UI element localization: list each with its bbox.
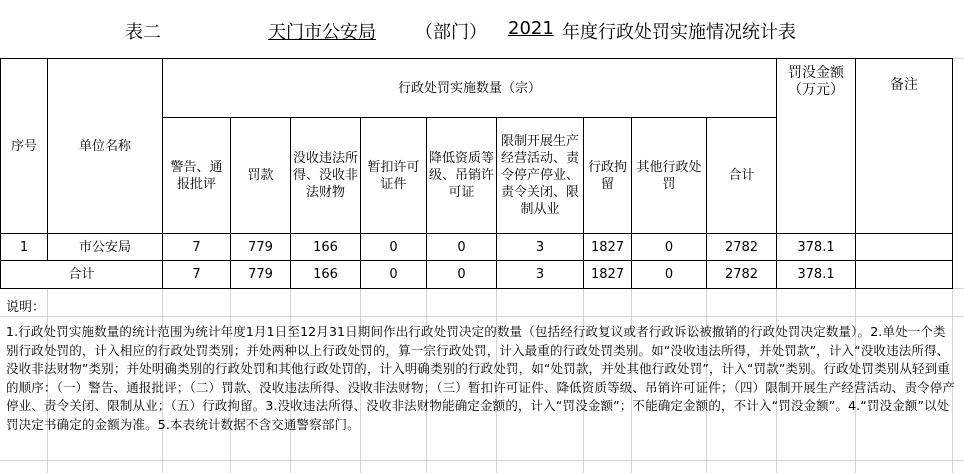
total-value[interactable]: 3 (497, 261, 584, 289)
total-value[interactable]: 779 (231, 261, 291, 289)
total-row (1, 261, 953, 289)
notes-title: 说明： (6, 300, 46, 315)
header-penalty-count[interactable]: 行政处罚实施数量（宗） (163, 59, 777, 118)
row-value[interactable]: 2782 (707, 234, 777, 261)
gridline (0, 316, 964, 317)
row-value[interactable]: 1827 (584, 234, 632, 261)
row-value[interactable]: 779 (231, 234, 291, 261)
total-remark[interactable] (856, 261, 953, 289)
row-value[interactable]: 166 (291, 234, 361, 261)
header-unit-name[interactable]: 单位名称 (48, 59, 163, 234)
total-value[interactable]: 7 (163, 261, 231, 289)
total-amount[interactable]: 378.1 (777, 261, 856, 289)
row-value[interactable]: 7 (163, 234, 231, 261)
header-col-confiscate[interactable]: 没收违法所得、没收非法财物 (291, 118, 361, 234)
table-number: 表二 (125, 22, 161, 43)
header-col-fine[interactable]: 罚款 (231, 118, 291, 234)
header-col-detention[interactable]: 行政拘留 (584, 118, 632, 234)
total-value[interactable]: 1827 (584, 261, 632, 289)
total-value[interactable]: 0 (632, 261, 707, 289)
row-amount[interactable]: 378.1 (777, 234, 856, 261)
row-seq[interactable]: 1 (1, 234, 48, 261)
total-value[interactable]: 166 (291, 261, 361, 289)
title-suffix: 年度行政处罚实施情况统计表 (562, 22, 796, 43)
notes-text[interactable]: 1.行政处罚实施数量的统计范围为统计年度1月1日至12月31日期间作出行政处罚决定的数量（包括经行政复议或者行政诉讼被撤销的行政处罚决定数量）。2.单处一个类别行政处罚的，计入相应的行政处罚类别；并处两种以上行政处罚的，算一宗行政处罚，计入最重的行政处罚类别。如“没收违法所得，并处罚款”，计入“没收违法所得、没收非法财物”类别；并处明确类别的行政处罚和其他行政处罚的，计入明确类别的行政处罚，如“处罚款，并处其他行政处罚”，计入“罚款”类别。行政处罚类别从轻到重的顺序：（一）警告、通报批评；（二）罚款、没收违法所得、没收非法财物；（三）暂扣许可证件、降低资质等级、吊销许可证件；（四）限制开展生产经营活动、责令停产停业、责令关闭、限制从业；（五）行政拘留。3.没收违法所得、没收非法财物能确定金额的，计入“罚没金额”；不能确定金额的，不计入“罚没金额”。4.“罚没金额”以处罚决定书确定的金额为准。5.本表统计数据不含交通警察部门。 (6, 324, 956, 432)
header-col-other[interactable]: 其他行政处罚 (632, 118, 707, 234)
row-value[interactable]: 0 (427, 234, 497, 261)
header-col-suspend-license[interactable]: 暂扣许可证件 (361, 118, 427, 234)
row-remark[interactable] (856, 234, 953, 261)
header-seq[interactable]: 序号 (1, 59, 48, 234)
title-dept: （部门） (415, 22, 487, 43)
total-value[interactable]: 2782 (707, 261, 777, 289)
row-value[interactable]: 3 (497, 234, 584, 261)
table-row (1, 234, 953, 261)
title-year: 2021 (508, 18, 554, 39)
total-value[interactable]: 0 (427, 261, 497, 289)
title-unit: 天门市公安局 (268, 22, 376, 43)
header-remark[interactable]: 备注 (856, 59, 953, 234)
header-col-restrict-business[interactable]: 限制开展生产经营活动、责令停产停业、责令关闭、限制从业 (497, 118, 584, 234)
header-col-warning[interactable]: 警告、通报批评 (163, 118, 231, 234)
title-row (0, 0, 964, 58)
header-confiscation-amount[interactable]: 罚没金额（万元） (777, 59, 856, 234)
total-value[interactable]: 0 (361, 261, 427, 289)
total-label[interactable]: 合计 (1, 261, 163, 289)
row-value[interactable]: 0 (632, 234, 707, 261)
header-col-downgrade-revoke[interactable]: 降低资质等级、吊销许可证 (427, 118, 497, 234)
stat-table (0, 58, 953, 289)
row-value[interactable]: 0 (361, 234, 427, 261)
row-unit-name[interactable]: 市公安局 (48, 234, 163, 261)
header-col-total[interactable]: 合计 (707, 118, 777, 234)
gridline (0, 460, 964, 461)
